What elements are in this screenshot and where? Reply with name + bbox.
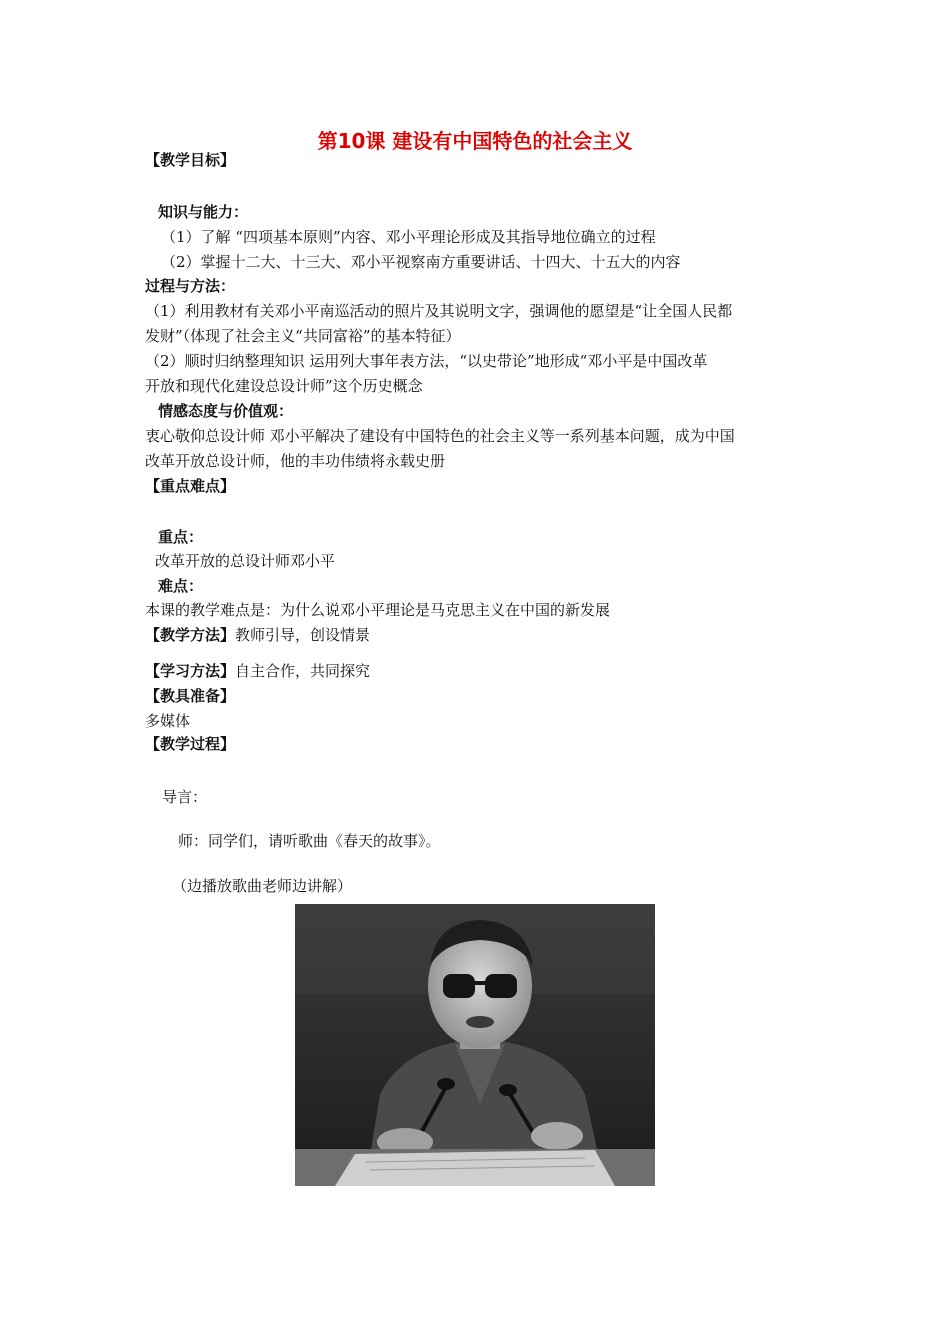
method-label: 【教学方法】	[145, 626, 236, 644]
emotion-heading: 情感态度与价值观：	[158, 402, 294, 420]
teacher-line: 师：同学们，请听歌曲《春天的故事》。	[178, 832, 441, 850]
tools-heading: 【教具准备】	[145, 687, 236, 705]
page-title: 第10课 建设有中国特色的社会主义	[317, 129, 633, 153]
key-heading: 重点：	[158, 528, 204, 546]
difficult-heading: 难点：	[158, 577, 204, 595]
knowledge-heading: 知识与能力：	[158, 203, 249, 221]
emotion-text-b: 改革开放总设计师，他的丰功伟绩将永载史册	[145, 452, 446, 470]
difficult-text: 本课的教学难点是：为什么说邓小平理论是马克思主义在中国的新发展	[145, 601, 611, 619]
study-label: 【学习方法】	[145, 662, 236, 680]
teaching-note: （边播放歌曲老师边讲解）	[172, 877, 353, 895]
knowledge-item-1: （1）了解 “四项基本原则”内容、邓小平理论形成及其指导地位确立的过程	[161, 228, 656, 246]
objectives-heading: 【教学目标】	[145, 151, 236, 169]
key-points-heading: 【重点难点】	[145, 477, 236, 495]
study-line	[145, 661, 370, 681]
speaker-photo-illustration	[295, 904, 655, 1186]
intro-label: 导言：	[162, 788, 208, 806]
study-text: 自主合作，共同探究	[235, 662, 371, 680]
procedure-heading: 【教学过程】	[145, 735, 236, 753]
method-text: 教师引导，创设情景	[235, 626, 371, 644]
emotion-text-a: 衷心敬仰总设计师 邓小平解决了建设有中国特色的社会主义等一系列基本问题，成为中国	[145, 427, 735, 445]
process-item-1a: （1）利用教材有关邓小平南巡活动的照片及其说明文字，强调他的愿望是“让全国人民都	[145, 302, 733, 320]
speaker-photo	[295, 904, 655, 1186]
process-heading: 过程与方法：	[145, 277, 236, 295]
key-text: 改革开放的总设计师邓小平	[155, 552, 336, 570]
process-item-1b: 发财”（体现了社会主义“共同富裕”的基本特征）	[145, 327, 461, 345]
process-item-2a: （2）顺时归纳整理知识 运用列大事年表方法，“以史带论”地形成“邓小平是中国改革	[145, 352, 708, 370]
knowledge-item-2: （2）掌握十二大、十三大、邓小平视察南方重要讲话、十四大、十五大的内容	[161, 253, 681, 271]
process-item-2b: 开放和现代化建设总设计师”这个历史概念	[145, 377, 423, 395]
method-line	[145, 625, 370, 645]
tools-text: 多媒体	[145, 712, 191, 730]
